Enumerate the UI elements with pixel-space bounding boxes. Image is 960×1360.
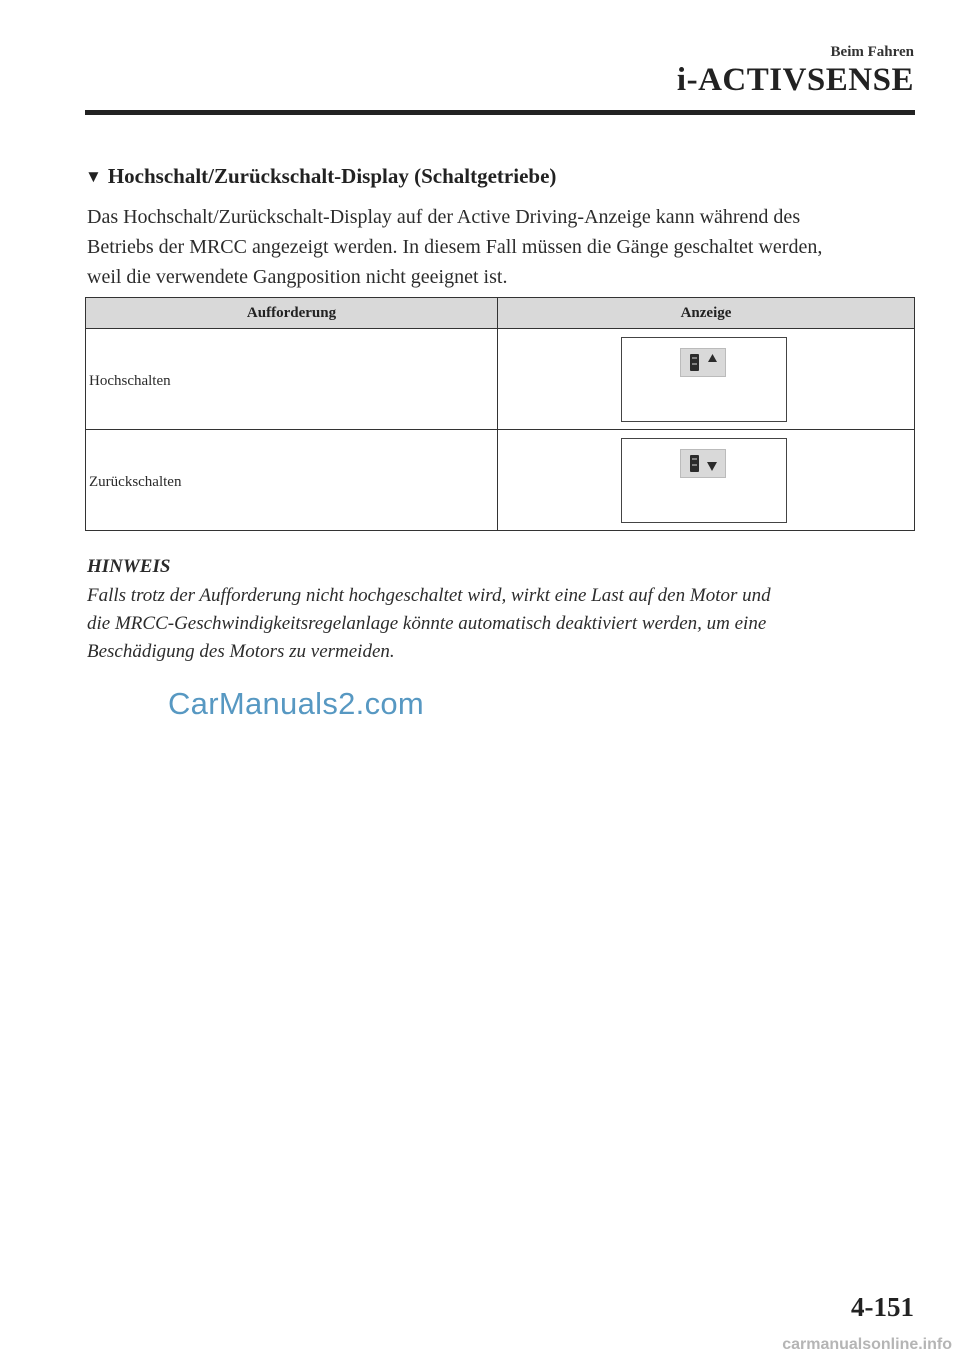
note-title: HINWEIS xyxy=(87,556,171,577)
intro-line: weil die verwendete Gangposition nicht geeignet ist. xyxy=(87,266,508,288)
table-cell-display xyxy=(498,329,915,430)
shift-down-indicator-icon xyxy=(680,449,726,478)
intro-paragraph xyxy=(87,202,927,292)
site-watermark: CarManuals2.com xyxy=(168,686,425,721)
page-number: 4-151 xyxy=(851,1292,914,1322)
table-row xyxy=(86,430,915,531)
intro-line: Das Hochschalt/Zurückschalt-Display auf der Active Driving-Anzeige kann während des xyxy=(87,206,801,228)
triangle-marker-icon: ▼ xyxy=(85,166,102,186)
note-line: Beschädigung des Motors zu vermeiden. xyxy=(87,641,395,662)
header-section-title: Beim Fahren xyxy=(830,44,914,60)
header-divider xyxy=(85,110,915,115)
table-header-row xyxy=(86,298,915,329)
note-line: die MRCC-Geschwindigkeitsregelanlage könnte automatisch deaktiviert werden, um eine xyxy=(87,613,767,634)
footer-watermark: carmanualsonline.info xyxy=(782,1336,952,1353)
row-label-downshift: Zurückschalten xyxy=(89,473,182,490)
note-line: Falls trotz der Aufforderung nicht hochgeschaltet wird, wirkt eine Last auf den Motor und xyxy=(87,585,771,606)
table-row xyxy=(86,329,915,430)
shift-display-table xyxy=(85,297,915,531)
table-cell-display xyxy=(498,430,915,531)
display-screen xyxy=(621,337,787,422)
intro-line: Betriebs der MRCC angezeigt werden. In diesem Fall müssen die Gänge geschaltet werden, xyxy=(87,236,823,258)
table-header-request: Aufforderung xyxy=(86,298,498,329)
table-header-display: Anzeige xyxy=(498,298,915,329)
table-cell-label xyxy=(86,329,498,430)
section-heading xyxy=(85,164,556,189)
header-chapter-title: i-ACTIVSENSE xyxy=(676,62,914,98)
table-cell-label xyxy=(86,430,498,531)
display-screen xyxy=(621,438,787,523)
note-paragraph xyxy=(87,582,927,666)
row-label-upshift: Hochschalten xyxy=(89,372,171,389)
shift-up-indicator-icon xyxy=(680,348,726,377)
section-heading-text: Hochschalt/Zurückschalt-Display (Schaltgetriebe) xyxy=(107,164,557,188)
